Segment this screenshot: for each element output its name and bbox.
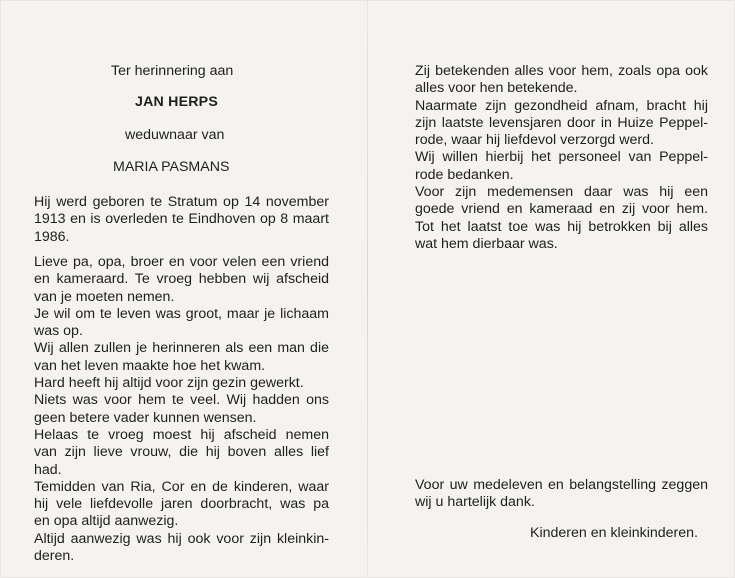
text-line: Tot het laatst toe was hij betrokken bij alles	[415, 218, 708, 235]
text-line: Zij betekenden alles voor hem, zoals opa ook	[415, 63, 708, 79]
text-line: zijn laatste levensjaren door in Huize Peppel-	[415, 114, 708, 131]
text-line: van zijn lieve vrouw, die hij boven alles lief	[34, 444, 329, 461]
text-line: Hard heeft hij altijd voor zijn gezin gewerkt.	[34, 375, 304, 392]
thanks-line: Voor uw medeleven en belangstelling zeggen	[415, 477, 708, 493]
birth-paragraph	[34, 194, 329, 246]
right-paragraph	[415, 63, 708, 253]
text-line: geen betere vader kunnen wensen.	[34, 409, 257, 426]
left-panel	[0, 0, 367, 578]
text-line: Wij allen zullen je herinneren als een man die	[34, 340, 329, 357]
deceased-name: JAN HERPS	[135, 94, 219, 110]
text-line: Voor zijn medemensen daar was hij een	[415, 184, 708, 201]
text-line: had.	[34, 461, 62, 478]
text-line: Wij willen hierbij het personeel van Peppel-	[415, 149, 708, 166]
text-line: Niets was voor hem te veel. Wij hadden ons	[34, 392, 329, 409]
intro-text: Ter herinnering aan	[111, 63, 234, 79]
text-line: Temidden van Ria, Cor en de kinderen, waar	[34, 478, 329, 495]
text-line: wat hem dierbaar was.	[415, 235, 558, 252]
spouse-name: MARIA PASMANS	[113, 159, 230, 175]
text-line: deren.	[34, 548, 75, 565]
text-line: Naarmate zijn gezondheid afnam, bracht hij	[415, 97, 708, 114]
text-line: Lieve pa, opa, broer en voor velen een vriend	[34, 254, 329, 270]
text-line: goede vriend en kameraad en zij voor hem.	[415, 201, 708, 218]
text-line: Helaas te vroeg moest hij afscheid nemen	[34, 426, 329, 443]
eulogy-paragraph	[34, 254, 329, 565]
birth-line: 1913 en is overleden te Eindhoven op 8 maart	[34, 211, 329, 228]
text-line: en opa altijd aanwezig.	[34, 513, 179, 530]
signature-text: Kinderen en kleinkinderen.	[530, 525, 698, 541]
right-panel	[368, 0, 735, 578]
text-line: Je wil om te leven was groot, maar je lichaam	[34, 305, 329, 322]
text-line: rode, waar hij liefdevol verzorgd werd.	[415, 132, 654, 149]
birth-line: Hij werd geboren te Stratum op 14 november	[34, 194, 329, 210]
relation-text: weduwnaar van	[125, 127, 225, 143]
text-line: was op.	[34, 323, 83, 340]
thanks-paragraph	[415, 477, 708, 512]
text-line: Altijd aanwezig was hij ook voor zijn kleinkin-	[34, 530, 329, 547]
thanks-line: wij u hartelijk dank.	[415, 494, 535, 511]
text-line: rode bedanken.	[415, 166, 514, 183]
birth-line: 1986.	[34, 228, 70, 245]
text-line: van het leven maakte hoe het kwam.	[34, 357, 266, 374]
text-line: hij vele liefdevolle jaren doorbracht, was pa	[34, 496, 329, 513]
text-line: van je moeten nemen.	[34, 288, 175, 305]
text-line: alles voor hen betekende.	[415, 80, 578, 97]
text-line: en kameraard. Te vroeg hebben wij afscheid	[34, 271, 329, 288]
